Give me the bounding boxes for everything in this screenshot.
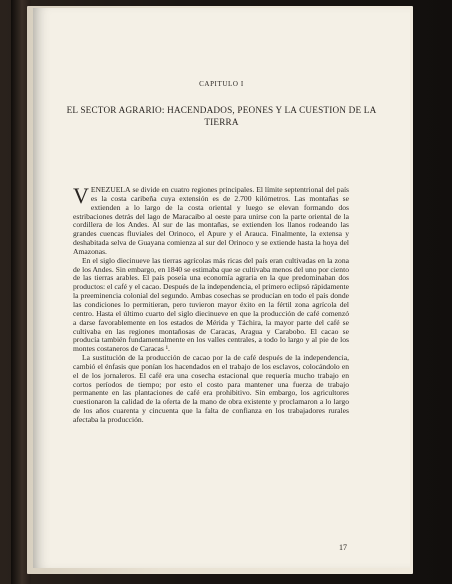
drop-cap: V [73,183,89,208]
chapter-label: CAPITULO I [199,80,244,88]
book-page [33,8,410,568]
body-text [73,183,350,425]
paragraph-1-text: se divide en cuatro regiones principales. El límite septentrional del país es la costa caribeña cuya extensión es de 2.700 kilómetros. Las montañas se extienden a lo largo de la costa oriental y luego se elevan formando dos estribaciones detrás del lago de Maracaibo al oeste para unirse con la parte oriental de la cordillera de los Andes. Al sur de las montañas, se extienden los llanos rodeando las grandes cuencas fluviales del Orinoco, el Apure y el Arauca. Finalmente, la extensa y deshabitada selva de Guayana comienza al sur del Orinoco y se extiende hasta la hoya del Amazonas. [73,185,350,256]
chapter-title: EL SECTOR AGRARIO: HACENDADOS, PEONES Y LA CUESTION DE LA TIERRA [66,105,377,127]
paragraph-1-lead: ENEZUELA [90,185,131,194]
page-number: 17 [339,543,347,552]
paragraph-1 [73,183,350,257]
paragraph-3: La sustitución de la producción de cacao por la de café después de la independencia, cambió el énfasis que ponían los hacendados en el trabajo de los esclavos, colocándolo en el de los jornaleros. El café era una cosecha estacional que requería mucho trabajo en cortos períodos de tiempo; por esto el costo para mantener una fuerza de trabajo permanente en las plantaciones de café era prohibitivo. Sin embargo, los agricultores cuestionaron la calidad de la oferta de la mano de obra existente y proclamaron a lo largo de los años cuarenta y cincuenta que la falta de confianza en los trabajadores rurales afectaba la producción. [73,353,349,424]
paragraph-2: En el siglo diecinueve las tierras agrícolas más ricas del país eran cultivadas en la zona de los Andes. Sin embargo, en 1840 se estimaba que se cultivaba menos del uno por ciento de las tierras arables. El país poseía una economía agraria en la que predominaban dos productos: el café y el cacao. Después de la independencia, el primero eclipsó rápidamente la preeminencia colonial del segundo. Ambas cosechas se producían en todo el país donde las condiciones lo permitieran, pero tuvieron mayor éxito en la fértil zona agrícola del centro. Hasta el último cuarto del siglo diecinueve en que la producción de café comenzó a darse favorablemente en los estados de Mérida y Táchira, la mayor parte del café se cultivaba en las regiones montañosas de Caracas, Aragua y Carabobo. El cacao se producía también fundamentalmente en los valles centrales, a todo lo largo y al pie de los montes costaneros de Caracas ¹. [73,255,349,354]
